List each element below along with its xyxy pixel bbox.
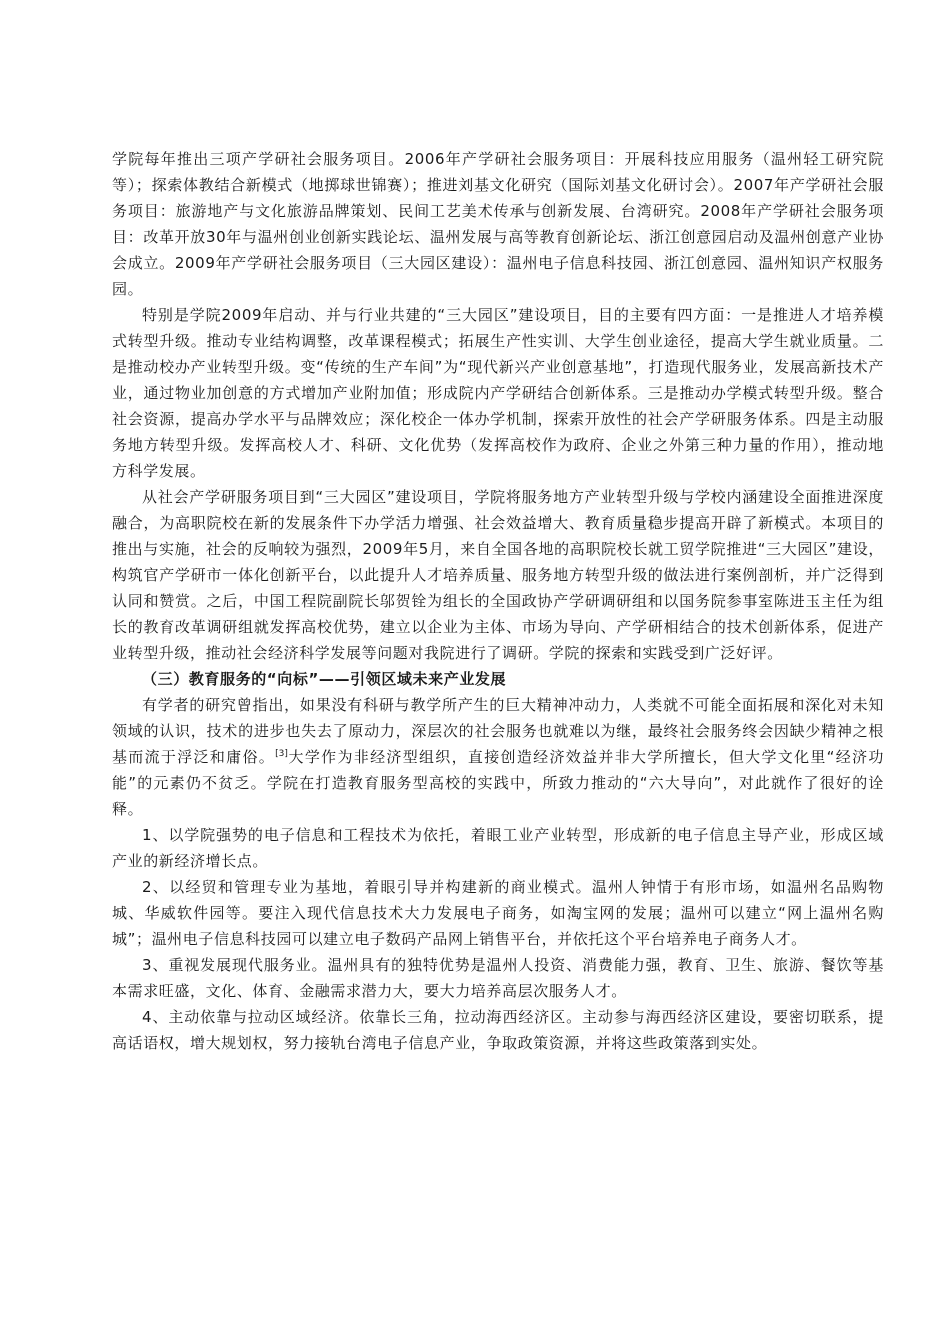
citation-marker: [3] <box>275 749 288 759</box>
paragraph-scholar-view <box>112 692 884 822</box>
list-item-3: 3、重视发展现代服务业。温州具有的独特优势是温州人投资、消费能力强，教育、卫生、旅游、餐饮等基本需求旺盛，文化、体育、金融需求潜力大，要大力培养高层次服务人才。 <box>112 956 884 1000</box>
paragraph-text: 有学者的研究曾指出，如果没有科研与教学所产生的巨大精神冲动力，人类就不可能全面拓展和深化对未知领域的认识，技术的进步也失去了原动力，深层次的社会服务也就难以为继，最终社会服务终会因缺少精神之根基而流于浮泛和庸俗。 <box>112 696 884 766</box>
paragraph-three-parks: 特别是学院2009年启动、并与行业共建的“三大园区”建设项目，目的主要有四方面：一是推进人才培养模式转型升级。推动专业结构调整，改革课程模式；拓展生产性实训、大学生创业途径，提高大学生就业质量。二是推动校办产业转型升级。变“传统的生产车间”为“现代新兴产业创意基地”，打造现代服务业，发展高新技术产业，通过物业加创意的方式增加产业附加值；形成院内产学研结合创新体系。三是推动办学模式转型升级。整合社会资源，提高办学水平与品牌效应；深化校企一体办学机制，探索开放性的社会产学研服务体系。四是主动服务地方转型升级。发挥高校人才、科研、文化优势（发挥高校作为政府、企业之外第三种力量的作用），推动地方科学发展。 <box>112 306 884 480</box>
list-item-4: 4、主动依靠与拉动区域经济。依靠长三角，拉动海西经济区。主动参与海西经济区建设，要密切联系，提高话语权，增大规划权，努力接轨台湾电子信息产业，争取政策资源，并将这些政策落到实处。 <box>112 1008 884 1052</box>
section-heading: （三）教育服务的“向标”——引领区域未来产业发展 <box>142 670 507 688</box>
list-item-2: 2、以经贸和管理专业为基地，着眼引导并构建新的商业模式。温州人钟情于有形市场，如温州名品购物城、华威软件园等。要注入现代信息技术大力发展电子商务，如淘宝网的发展；温州可以建立“网上温州名购城”；温州电子信息科技园可以建立电子数码产品网上销售平台，并依托这个平台培养电子商务人才。 <box>112 878 884 948</box>
paragraph-integration: 从社会产学研服务项目到“三大园区”建设项目，学院将服务地方产业转型升级与学校内涵建设全面推进深度融合，为高职院校在新的发展条件下办学活力增强、社会效益增大、教育质量稳步提高开辟了新模式。本项目的推出与实施，社会的反响较为强烈，2009年5月，来自全国各地的高职院校长就工贸学院推进“三大园区”建设，构筑官产学研市一体化创新平台，以此提升人才培养质量、服务地方转型升级的做法进行案例剖析，并广泛得到认同和赞赏。之后，中国工程院副院长邬贺铨为组长的全国政协产学研调研组和以国务院参事室陈进玉主任为组长的教育改革调研组就发挥高校优势，建立以企业为主体、市场为导向、产学研相结合的技术创新体系，促进产业转型升级，推动社会经济科学发展等问题对我院进行了调研。学院的探索和实践受到广泛好评。 <box>112 488 884 662</box>
list-item-1: 1、以学院强势的电子信息和工程技术为依托，着眼工业产业转型，形成新的电子信息主导产业，形成区域产业的新经济增长点。 <box>112 826 884 870</box>
document-body <box>112 146 884 1056</box>
paragraph-text: 大学作为非经济型组织，直接创造经济效益并非大学所擅长，但大学文化里“经济功能”的元素仍不贫乏。学院在打造教育服务型高校的实践中，所致力推动的“六大导向”，对此就作了很好的诠释。 <box>112 748 884 818</box>
paragraph-projects-list: 学院每年推出三项产学研社会服务项目。2006年产学研社会服务项目：开展科技应用服务（温州轻工研究院等）；探索体教结合新模式（地掷球世锦赛）；推进刘基文化研究（国际刘基文化研讨会）。2007年产学研社会服务项目：旅游地产与文化旅游品牌策划、民间工艺美术传承与创新发展、台湾研究。2008年产学研社会服务项目：改革开放30年与温州创业创新实践论坛、温州发展与高等教育创新论坛、浙江创意园启动及温州创意产业协会成立。2009年产学研社会服务项目（三大园区建设）：温州电子信息科技园、浙江创意园、温州知识产权服务园。 <box>112 150 884 298</box>
